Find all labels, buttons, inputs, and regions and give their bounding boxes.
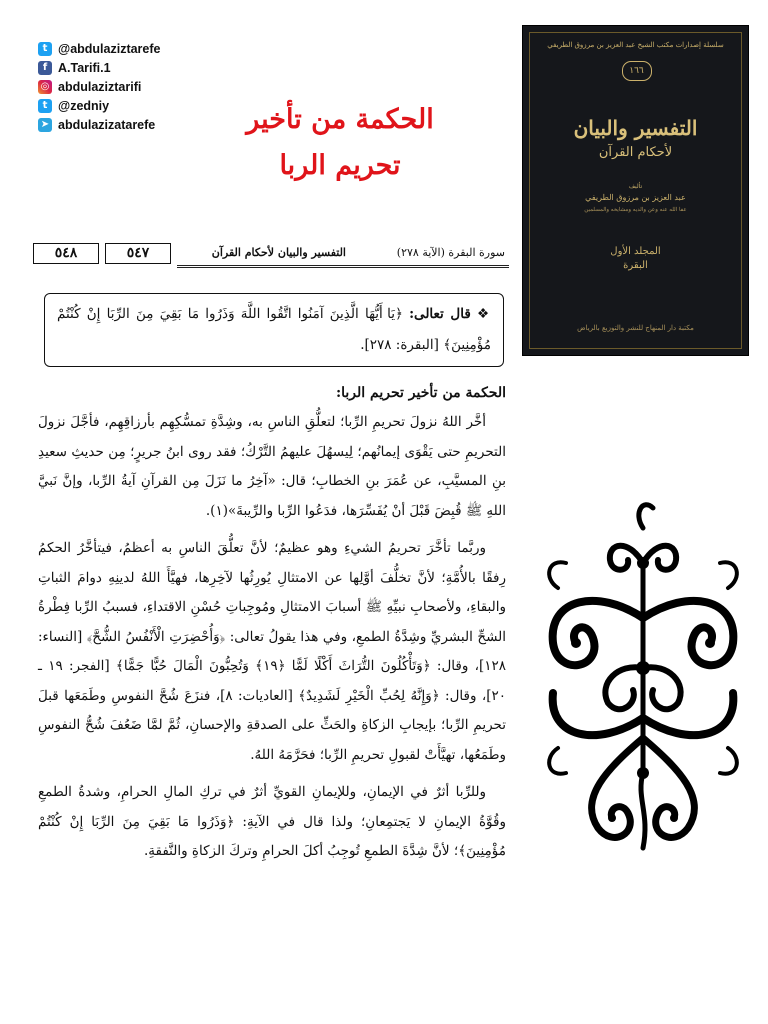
book-subtitle: لأحكام القرآن bbox=[598, 145, 673, 160]
book-volume bbox=[530, 245, 741, 273]
header-book-title: التفسير والبيان لأحكام القرآن bbox=[211, 246, 346, 259]
paragraph: أخَّر اللهُ نزولَ تحريمِ الرِّبا؛ لتعلُّقِ الناسِ به، وشِدَّةِ تمسُّكِهِم بأرزاقِهِم، فأجَّلَ نزولَ التحريمِ حتى يَقْوَى إيمانُهم؛ لِيسهُلَ عليهمُ التَّرْكُ؛ فقد روى ابنُ جريرٍ؛ مِن حديثِ سعيدِ بنِ المسيَّبِ، عن عُمَرَ بنِ الخطابِ؛ قال: «آخِرُ ما نَزَلَ مِن القرآنِ آيةُ الرِّبا، وإنَّ نَبيَّ اللهِ ﷺ قُبِضَ قَبْلَ أنْ يُفَسِّرَها، فدَعُوا الرِّبا والرِّيبةَ»(١). bbox=[38, 414, 506, 519]
telegram-icon: ➤ bbox=[38, 118, 52, 132]
header-surah: سورة البقرة (الآية ٢٧٨) bbox=[396, 246, 505, 259]
section-title: الحكمة من تأخير تحريم الربا: bbox=[335, 385, 506, 401]
paragraph: وربَّما تأخَّرَ تحريمُ الشيءِ وهو عظيمٌ؛ لأنَّ تعلُّقَ الناسِ به أعظمُ، فيتأخَّرُ الحكمُ رِفقًا بالأُمَّةِ؛ لأنَّ تخلُّفَ أوَّلِها عن الامتثالِ يُورِثُها لآخِرِها، فهيَّأَ اللهُ لدينِهِ دوامَ الثباتِ والبقاءِ، ولأصحابِ نبيِّهِ ﷺ أسبابَ الامتثالِ ومُوجِباتِ حُسْنِ الاقتداءِ، فسببُ الرِّبا فِطْرةُ الشحِّ البشريِّ وشِدَّةُ الطمعِ، وفي هذا يقولُ تعالى: ﴿وَأُحْضِرَتِ الْأَنْفُسُ الشُّحَّ﴾ [النساء: ١٢٨]، وقال: ﴿وَتَأْكُلُونَ التُّرَاثَ أَكْلًا لَمًّا ﴿١٩﴾ وَتُحِبُّونَ الْمَالَ حُبًّا جَمًّا﴾ [الفجر: ١٩ ـ ٢٠]، وقال: ﴿وَإِنَّهُ لِحُبِّ الْخَيْرِ لَشَدِيدٌ﴾ [العاديات: ٨]، فنزَعَ شُحَّ النفوسِ وطَمَعَها قبلَ تحريمِ الرِّبا؛ بإيجابِ الزكاةِ والحَثِّ على الصدقةِ والإحسانِ، ثُمَّ لمَّا ضَعُفَ شُحُّ النفوسِ وطَمَعُها، تهيَّأَتْ لقبولِ تحريمِ الرِّبا؛ فحَرَّمَهُ اللهُ. bbox=[38, 540, 507, 763]
page-number-box: ٥٤٧ bbox=[105, 243, 171, 264]
book-cover bbox=[522, 25, 749, 356]
social-handle: A.Tarifi.1 bbox=[58, 60, 111, 75]
verse-text: ﴿يَا أَيُّهَا الَّذِينَ آمَنُوا اتَّقُوا اللَّهَ وَذَرُوا مَا بَقِيَ مِنَ الرِّبَا إِنْ كُنْتُمْ مُؤْمِنِينَ﴾ bbox=[57, 306, 491, 353]
document-body bbox=[38, 378, 506, 867]
paragraph: وللرِّبا أثرٌ في الإيمانِ، وللإيمانِ القويِّ أثرٌ في تركِ المالِ الحرامِ، وشدةُ الطمعِ وقُوَّةُ الإيمانِ لا يَجتمِعانِ؛ ولذا قال في الآيةِ: ﴿وَذَرُوا مَا بَقِيَ مِنَ الرِّبَا إِنْ كُنْتُمْ مُؤْمِنِينَ﴾؛ لأنَّ شِدَّةَ الطمعِ تُوجِبُ أكلَ الحرامِ وتركَ الزكاةِ والنَّفقةِ. bbox=[38, 784, 506, 859]
social-row-facebook[interactable] bbox=[38, 59, 278, 76]
social-handle: abdulaziztarifi bbox=[58, 79, 142, 94]
verse-ornament-icon: ❖ bbox=[477, 306, 492, 322]
book-author-label: تأليف bbox=[628, 183, 643, 190]
header-rule bbox=[177, 267, 509, 268]
book-publisher: مكتبة دار المنهاج للنشر والتوزيع بالرياض bbox=[577, 324, 694, 332]
twitter-icon: t bbox=[38, 99, 52, 113]
book-author: عبد العزيز بن مرزوق الطريفي bbox=[585, 193, 686, 202]
facebook-icon: f bbox=[38, 61, 52, 75]
book-volume-sub: البقرة bbox=[623, 260, 648, 271]
verse-box bbox=[44, 293, 504, 367]
page-header bbox=[33, 240, 509, 268]
verse-ref: [البقرة: ٢٧٨]. bbox=[360, 337, 439, 353]
social-row-twitter[interactable] bbox=[38, 40, 278, 57]
instagram-icon: ◎ bbox=[38, 80, 52, 94]
book-title: التفسير والبيان bbox=[573, 116, 698, 140]
book-series: سلسلة إصدارات مكتب الشيخ عبد العزيز بن مرزوق الطريفي bbox=[547, 41, 724, 49]
social-handle: @abdulaziztarefe bbox=[58, 41, 161, 56]
headline-line-1: الحكمة من تأخير bbox=[246, 104, 434, 135]
twitter-icon: t bbox=[38, 42, 52, 56]
headline bbox=[200, 98, 480, 188]
verse-intro: قال تعالى: bbox=[409, 306, 471, 322]
social-handle: @zedniy bbox=[58, 98, 110, 113]
social-row-instagram[interactable] bbox=[38, 78, 278, 95]
book-author-info: عفا الله عنه وعن والديه ومشايخه والمسلمين bbox=[584, 207, 687, 213]
book-number: ١٦٦ bbox=[622, 61, 652, 81]
book-cover-frame bbox=[529, 32, 742, 349]
page-number-box: ٥٤٨ bbox=[33, 243, 99, 264]
scroll-ornament-icon bbox=[538, 468, 748, 868]
social-handle: abdulazizatarefe bbox=[58, 117, 156, 132]
book-volume-label: المجلد الأول bbox=[610, 246, 661, 257]
headline-line-2: تحريم الربا bbox=[279, 150, 401, 181]
header-rule bbox=[177, 265, 509, 266]
